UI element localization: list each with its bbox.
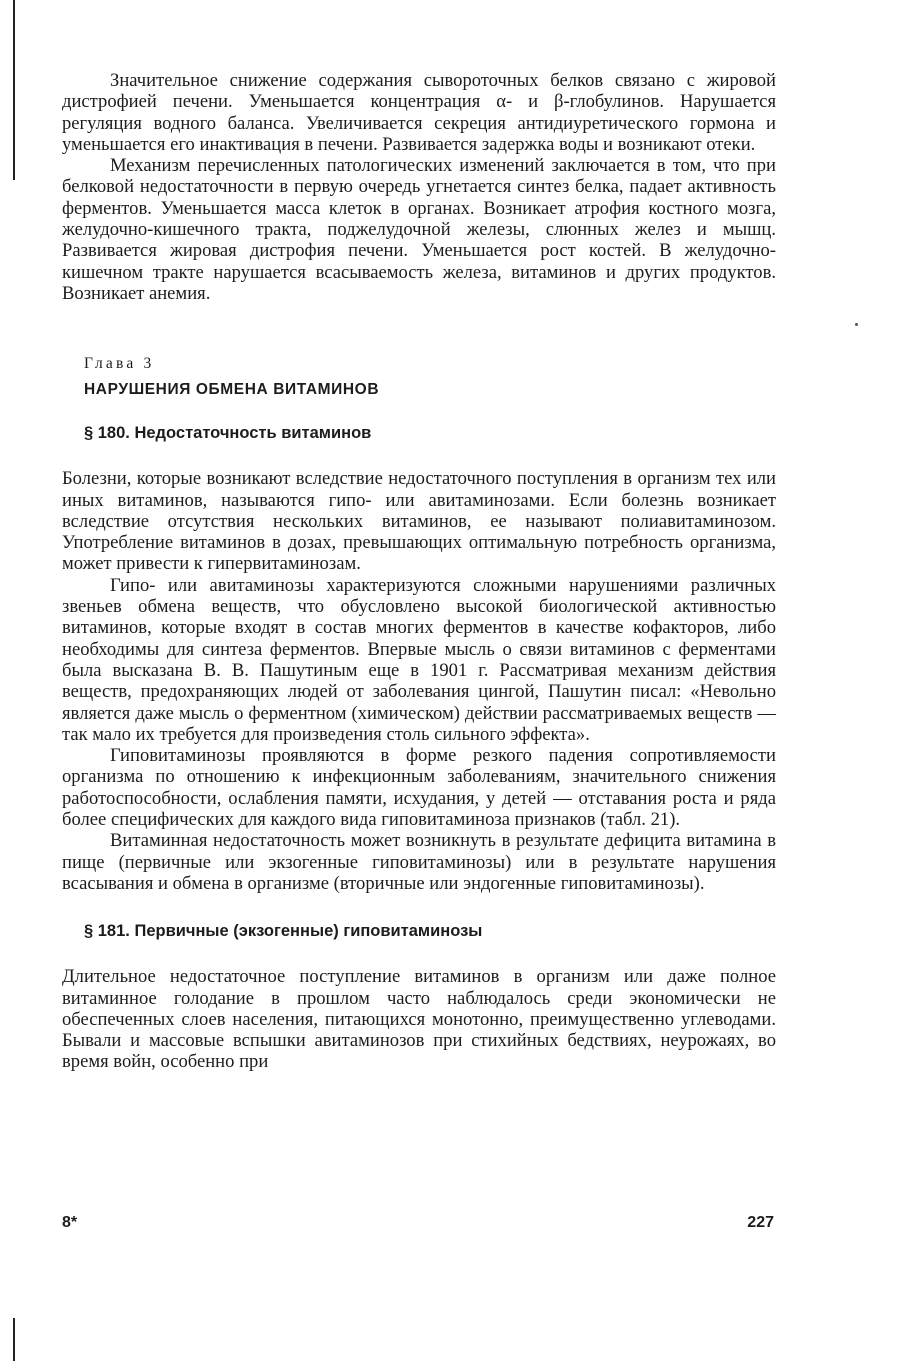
paragraph: Витаминная недостаточность может возникнуть в результате дефицита витамина в пище (первичные или экзогенные гиповитаминозы) или в результате нарушения всасывания и обмена в организме (вторичные или эндогенные гиповитаминозы). bbox=[62, 830, 776, 894]
chapter-title: НАРУШЕНИЯ ОБМЕНА ВИТАМИНОВ bbox=[84, 381, 380, 399]
signature-mark: 8* bbox=[62, 1214, 78, 1231]
chapter-label: Глава 3 bbox=[84, 355, 155, 373]
paragraph: Длительное недостаточное поступление витаминов в организм или даже полное витаминное голодание в прошлом часто наблюдалось среди экономически не обеспеченных слоев населения, питающихся монотонно, преимущественно углеводами. Бывали и массовые вспышки авитаминозов при стихийных бедствиях, неурожаях, во время войн, особенно при bbox=[62, 966, 776, 1073]
scan-edge-line-top bbox=[13, 0, 15, 180]
paragraph: Механизм перечисленных патологических изменений заключается в том, что при белковой недостаточности в первую очередь угнетается синтез белка, падает активность ферментов. Уменьшается масса клеток в органах. Возникает атрофия костного мозга, желудочно-кишечного тракта, поджелудочной железы, слюнных желез и мышц. Развивается жировая дистрофия печени. Уменьшается рост костей. В желудочно-кишечном тракте нарушается всасываемость железа, витаминов и других продуктов. Возникает анемия. bbox=[62, 155, 776, 304]
section-heading-180: § 180. Недостаточность витаминов bbox=[84, 424, 372, 443]
section-heading-181: § 181. Первичные (экзогенные) гиповитаминозы bbox=[84, 922, 483, 941]
paragraph: Значительное снижение содержания сывороточных белков связано с жировой дистрофией печени. Уменьшается концентрация α- и β-глобулинов. Нарушается регуляция водного баланса. Увеличивается секреция антидиуретического гормона и уменьшается его инактивация в печени. Развивается задержка воды и возникают отеки. bbox=[62, 70, 776, 155]
paragraph: Гиповитаминозы проявляются в форме резкого падения сопротивляемости организма по отношению к инфекционным заболеваниям, значительного снижения работоспособности, ослабления памяти, исхудания, у детей — отставания роста и ряда более специфических для каждого вида гиповитаминоза признаков (табл. 21). bbox=[62, 745, 776, 831]
paragraph: Болезни, которые возникают вследствие недостаточного поступления в организм тех или иных витаминов, называются гипо- или авитаминозами. Если болезнь возникает вследствие отсутствия нескольких витаминов, ее называют полиавитаминозом. Употребление витаминов в дозах, превышающих оптимальную потребность организма, может привести к гипервитаминозам. bbox=[62, 468, 776, 575]
page-number: 227 bbox=[747, 1214, 774, 1231]
paragraph: Гипо- или авитаминозы характеризуются сложными нарушениями различных звеньев обмена веществ, что обусловлено высокой биологической активностью витаминов, которые входят в состав многих ферментов в качестве кофакторов, либо необходимы для синтеза ферментов. Впервые мысль о связи витаминов с ферментами была высказана В. В. Пашутиным еще в 1901 г. Рассматривая механизм действия веществ, предохраняющих людей от заболевания цингой, Пашутин писал: «Невольно является даже мысль о ферментном (химическом) действии рассматриваемых веществ — так мало их требуется для произведения столь сильного эффекта». bbox=[62, 574, 776, 745]
scan-speck bbox=[855, 323, 858, 326]
scan-edge-line-bottom bbox=[13, 1318, 15, 1361]
page-content bbox=[62, 70, 776, 1073]
